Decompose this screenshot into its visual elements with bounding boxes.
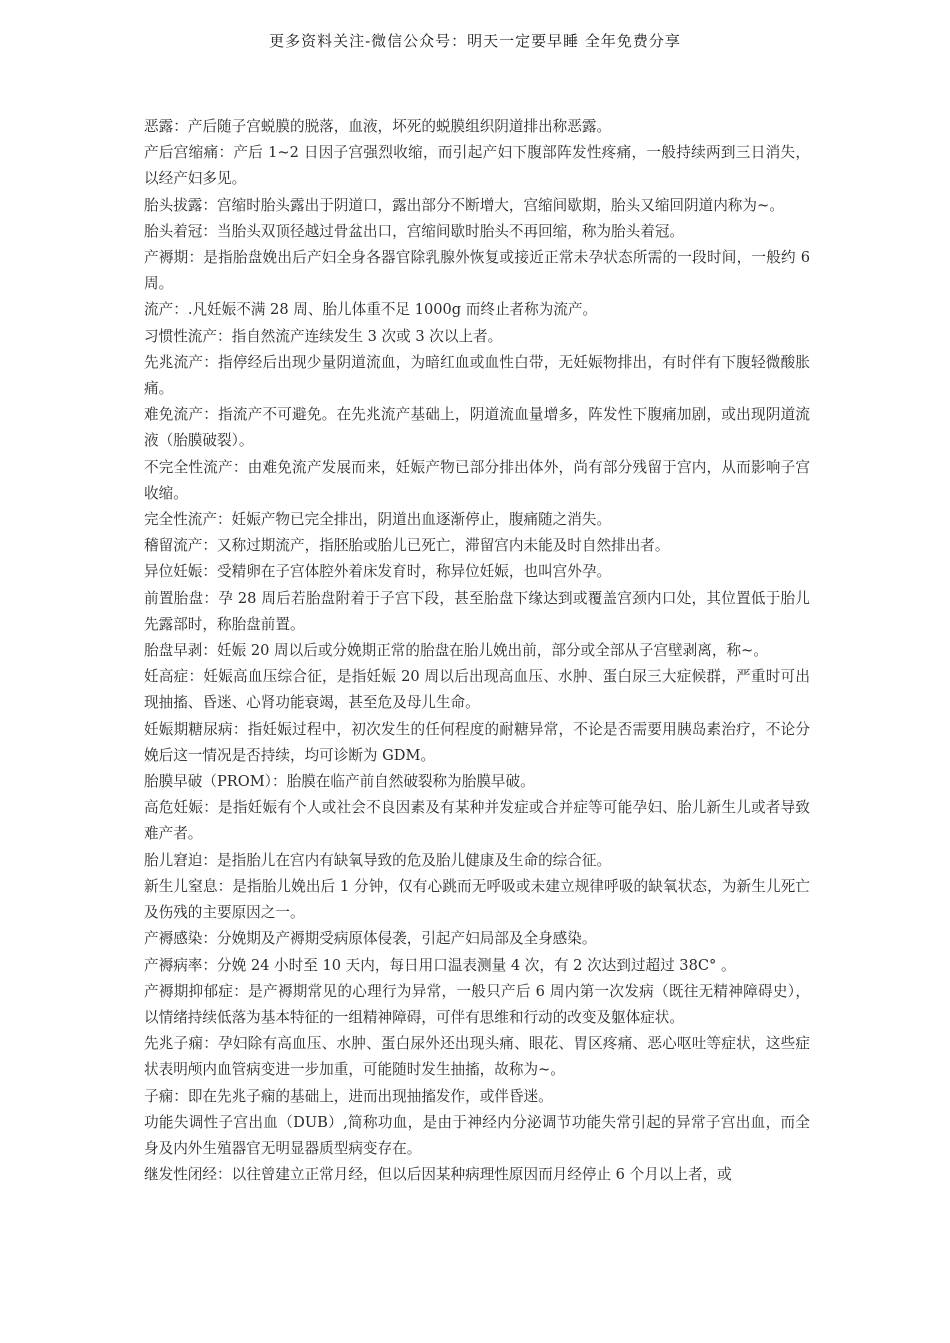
term-separator: ：	[232, 458, 248, 476]
term-separator: ：	[202, 222, 217, 240]
definition-term: 产褥病率	[144, 956, 203, 974]
definition-text: 以往曾建立正常月经，但以后因某种病理性原因而月经停止 6 个月以上者，或	[231, 1166, 732, 1184]
term-separator: ：	[203, 589, 219, 607]
definition-text: 妊娠高血压综合征，是指妊娠 20 周以后出现高血压、水肿、蛋白尿三大症候群，严重时可出现抽搐、昏迷、心肾功能衰竭，甚至危及母儿生命。	[144, 668, 810, 712]
definition-entry	[144, 193, 810, 219]
term-separator: ：	[188, 249, 204, 267]
definitions-list	[144, 114, 810, 1188]
definition-term: 习惯性流产	[144, 327, 217, 345]
definition-term: 产褥感染	[144, 930, 203, 948]
definition-entry	[144, 586, 810, 638]
definition-term: 产褥期	[144, 249, 189, 267]
definition-text: 孕妇除有高血压、水肿、蛋白尿外还出现头痛、眼花、胃区疼痛、恶心呕吐等症状，这些症状表明颅内血管病变进一步加重，可能随时发生抽搐，故称为~。	[144, 1035, 810, 1079]
definition-term: 产后宫缩痛	[144, 144, 219, 162]
term-separator: ：	[216, 511, 232, 529]
definition-term: 胎盘早剥	[144, 642, 203, 660]
definition-entry	[144, 926, 810, 952]
definition-text: 是指胎儿娩出后 1 分钟，仅有心跳而无呼吸或未建立规律呼吸的缺氧状态，为新生儿死亡及伤残的主要原因之一。	[144, 877, 810, 922]
definition-term: 胎儿窘迫	[144, 851, 203, 869]
definition-text: 又称过期流产，指胚胎或胎儿已死亡，滞留宫内未能及时自然排出者。	[217, 537, 670, 555]
definition-term: 子痫	[144, 1087, 174, 1105]
definition-text: 指停经后出现少量阴道流血，为暗红血或血性白带，无妊娠物排出，有时伴有下腹轻微酸胀痛。	[144, 353, 810, 398]
definition-term: 异位妊娠	[144, 563, 203, 581]
term-separator: ：	[202, 956, 217, 974]
definition-entry	[144, 664, 810, 716]
term-separator: ：	[232, 720, 248, 738]
definition-entry	[144, 559, 810, 585]
definition-entry	[144, 1031, 810, 1083]
definition-text: 妊娠 20 周以后或分娩期正常的胎盘在胎儿娩出前，部分或全部从子宫壁剥离，称~。	[217, 642, 768, 660]
term-separator: ：	[218, 144, 234, 162]
definition-term: 稽留流产	[144, 537, 203, 555]
definition-term: 胎头着冠	[144, 222, 203, 240]
term-separator: ：	[216, 1166, 232, 1184]
term-separator: ：	[203, 799, 219, 817]
definition-text: 指流产不可避免。在先兆流产基础上，阴道流血量增多，阵发性下腹痛加剧，或出现阴道流液（胎膜破裂）。	[144, 406, 810, 450]
term-separator: ：	[173, 1087, 188, 1105]
definition-text: 即在先兆子痫的基础上，进而出现抽搐发作，或伴昏迷。	[187, 1087, 553, 1105]
definition-text: 孕 28 周后若胎盘附着于子宫下段，甚至胎盘下缘达到或覆盖宫颈内口处，其位置低于胎儿先露部时，称胎盘前置。	[144, 589, 810, 633]
definition-text: 胎膜在临产前自然破裂称为胎膜早破。	[286, 773, 535, 791]
term-separator: ：	[202, 563, 217, 581]
definition-term: 恶露	[144, 118, 174, 135]
definition-entry	[144, 795, 810, 847]
definition-text: 分娩期及产褥期受病原体侵袭，引起产妇局部及全身感染。	[217, 930, 597, 948]
definition-entry	[144, 350, 810, 402]
term-separator: ：	[203, 1035, 219, 1053]
definition-entry	[144, 245, 810, 297]
definition-term: 先兆流产	[144, 353, 204, 371]
definition-term: 高危妊娠	[144, 799, 204, 817]
term-separator: ：	[271, 773, 287, 791]
definition-entry	[144, 533, 810, 559]
definition-entry	[144, 769, 810, 795]
term-separator: ：	[202, 930, 217, 948]
definition-term: 胎膜早破（PROM）	[144, 773, 272, 791]
definition-entry	[144, 324, 810, 350]
definition-term: 完全性流产	[144, 511, 217, 529]
definition-entry	[144, 848, 810, 874]
definition-entry	[144, 953, 810, 979]
term-separator: ：	[173, 301, 188, 319]
definition-text: 是指胎盘娩出后产妇全身各器官除乳腺外恢复或接近正常未孕状态所需的一段时间，一般约 6 周。	[144, 249, 810, 293]
definition-entry	[144, 638, 810, 664]
definition-entry	[144, 979, 810, 1031]
definition-term: 妊高症	[144, 668, 189, 686]
definition-term: 不完全性流产	[144, 458, 233, 476]
definition-text: 是产褥期常见的心理行为异常，一般只产后 6 周内第一次发病（既往无精神障碍史），以情绪持续低落为基本特征的一组精神障碍，可伴有思维和行动的改变及躯体症状。	[144, 982, 810, 1026]
definition-text: 分娩 24 小时至 10 天内，每日用口温表测量 4 次，有 2 次达到过超过 38C° 。	[217, 956, 736, 974]
definition-entry	[144, 219, 810, 245]
definition-entry	[144, 874, 810, 926]
term-separator: ：	[217, 877, 233, 895]
definition-text: 当胎头双顶径越过骨盆出口，宫缩间歇时胎头不再回缩，称为胎头着冠。	[217, 222, 685, 240]
definition-entry	[144, 402, 810, 454]
definition-term: 产褥期抑郁症	[144, 982, 234, 1000]
definition-term: 前置胎盘	[144, 589, 204, 607]
definition-term: 新生儿窒息	[144, 877, 218, 895]
definition-text: 指自然流产连续发生 3 次或 3 次以上者。	[231, 327, 503, 345]
definition-entry	[144, 140, 810, 192]
definition-text: 是指胎儿在宫内有缺氧导致的危及胎儿健康及生命的综合征。	[217, 851, 612, 869]
definition-term: 妊娠期糖尿病	[144, 720, 233, 738]
term-separator: ：	[202, 537, 217, 555]
definition-term: 先兆子痫	[144, 1035, 204, 1053]
definition-term: 流产	[144, 301, 174, 319]
page-header: 更多资料关注-微信公众号：明天一定要早睡 全年免费分享	[269, 32, 681, 50]
term-separator: ：	[188, 668, 204, 686]
definition-text: 宫缩时胎头露出于阴道口，露出部分不断增大，宫缩间歇期，胎头又缩回阴道内称为~。	[217, 196, 784, 214]
definition-entry	[144, 1084, 810, 1110]
term-separator: ：	[202, 196, 217, 214]
definition-entry	[144, 1162, 810, 1188]
definition-text: 产后随子宫蜕膜的脱落，血液，坏死的蜕膜组织阴道排出称恶露。	[187, 118, 612, 135]
definition-term: 功能失调性子宫出血（DUB）	[144, 1113, 344, 1131]
definition-text: ,简称功血，是由于神经内分泌调节功能失常引起的异常子宫出血，而全身及内外生殖器官无明显器质型病变存在。	[144, 1113, 810, 1157]
term-separator: ：	[216, 327, 232, 345]
definition-text: 产后 1~2 日因子宫强烈收缩，而引起产妇下腹部阵发性疼痛，一般持续两到三日消失，以经产妇多见。	[144, 144, 810, 188]
definition-term: 难免流产	[144, 406, 204, 424]
definition-entry	[144, 1110, 810, 1162]
definition-text: 指妊娠过程中，初次发生的任何程度的耐糖异常，不论是否需要用胰岛素治疗，不论分娩后这一情况是否持续，均可诊断为 GDM。	[144, 720, 810, 764]
definition-entry	[144, 297, 810, 323]
definition-entry	[144, 507, 810, 533]
term-separator: ：	[173, 118, 188, 135]
definition-text: 由难免流产发展而来，妊娠产物已部分排出体外，尚有部分残留于宫内，从而影响子宫收缩。	[144, 458, 810, 502]
definition-term: 胎头拔露	[144, 196, 203, 214]
definition-term: 继发性闭经	[144, 1166, 217, 1184]
definition-text: 是指妊娠有个人或社会不良因素及有某种并发症或合并症等可能孕妇、胎儿新生儿或者导致难产者。	[144, 799, 810, 843]
definition-entry	[144, 455, 810, 507]
definition-text: 受精卵在子宫体腔外着床发育时，称异位妊娠，也叫宫外孕。	[217, 563, 612, 581]
definition-text: 妊娠产物已完全排出，阴道出血逐渐停止，腹痛随之消失。	[231, 511, 612, 529]
term-separator: ：	[233, 982, 249, 1000]
term-separator: ：	[203, 353, 219, 371]
term-separator: ：	[202, 642, 217, 660]
term-separator: ：	[202, 851, 217, 869]
definition-text: .凡妊娠不满 28 周、胎儿体重不足 1000g 而终止者称为流产。	[187, 301, 598, 319]
definition-entry	[144, 114, 810, 140]
definition-entry	[144, 717, 810, 769]
term-separator: ：	[203, 406, 219, 424]
